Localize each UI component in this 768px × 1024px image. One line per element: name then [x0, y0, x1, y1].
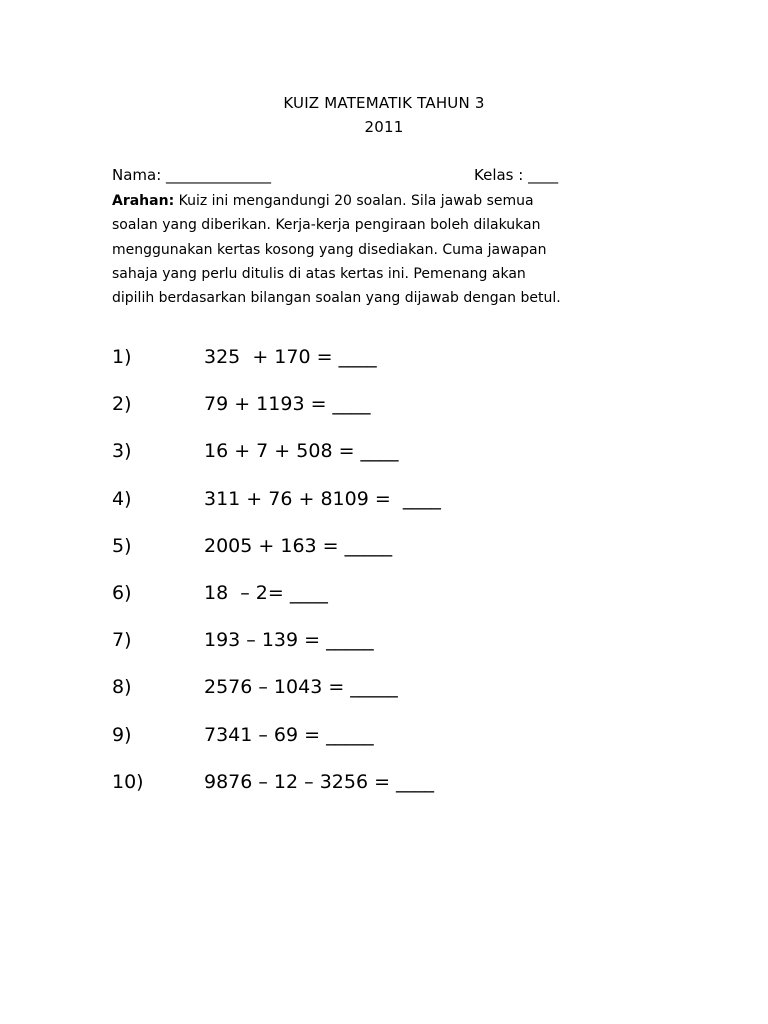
question-item: [112, 346, 712, 393]
question-item: [112, 771, 712, 818]
question-item: [112, 393, 712, 440]
question-expression: 311 + 76 + 8109 = ____: [204, 487, 441, 510]
question-expression: 2576 – 1043 = _____: [204, 676, 398, 699]
question-expression: 7341 – 69 = _____: [204, 723, 374, 746]
question-number: 7): [112, 629, 132, 652]
question-number: 9): [112, 723, 132, 746]
instructions-line-2: soalan yang diberikan. Kerja-kerja pengiraan boleh dilakukan: [112, 217, 541, 234]
question-number: 8): [112, 676, 132, 699]
question-expression: 79 + 1193 = ____: [204, 393, 371, 416]
question-number: 1): [112, 346, 132, 368]
question-item: [112, 676, 712, 723]
question-item: [112, 629, 712, 676]
question-number: 5): [112, 534, 132, 557]
question-number: 2): [112, 393, 132, 416]
instructions-line-4: sahaja yang perlu ditulis di atas kertas ini. Pemenang akan: [112, 265, 526, 282]
question-item: [112, 582, 712, 629]
class-field: Kelas : ____: [474, 166, 559, 184]
quiz-title: KUIZ MATEMATIK TAHUN 3: [283, 94, 485, 112]
instructions: [112, 189, 672, 310]
question-number: 6): [112, 581, 132, 604]
question-item: [112, 440, 712, 487]
question-list: [112, 346, 712, 818]
question-expression: 16 + 7 + 508 = ____: [204, 440, 399, 463]
question-expression: 18 – 2= ____: [204, 581, 328, 604]
quiz-year: 2011: [364, 118, 404, 136]
question-expression: 193 – 139 = _____: [204, 629, 374, 652]
question-item: [112, 488, 712, 535]
instructions-line-5: dipilih berdasarkan bilangan soalan yang dijawab dengan betul.: [112, 290, 561, 307]
question-item: [112, 724, 712, 771]
question-expression: 2005 + 163 = _____: [204, 534, 393, 557]
question-item: [112, 535, 712, 582]
question-expression: 325 + 170 = ____: [204, 346, 377, 368]
instructions-lead: Arahan:: [112, 193, 175, 209]
name-field: Nama: ______________: [112, 166, 272, 184]
question-number: 4): [112, 487, 132, 510]
instructions-text-1: Kuiz ini mengandungi 20 soalan. Sila jawab semua: [174, 193, 534, 209]
question-expression: 9876 – 12 – 3256 = ____: [204, 770, 435, 793]
question-number: 10): [112, 770, 144, 793]
instructions-line-3: menggunakan kertas kosong yang disediakan. Cuma jawapan: [112, 241, 547, 258]
question-number: 3): [112, 440, 132, 463]
instructions-line-1: [112, 189, 672, 213]
